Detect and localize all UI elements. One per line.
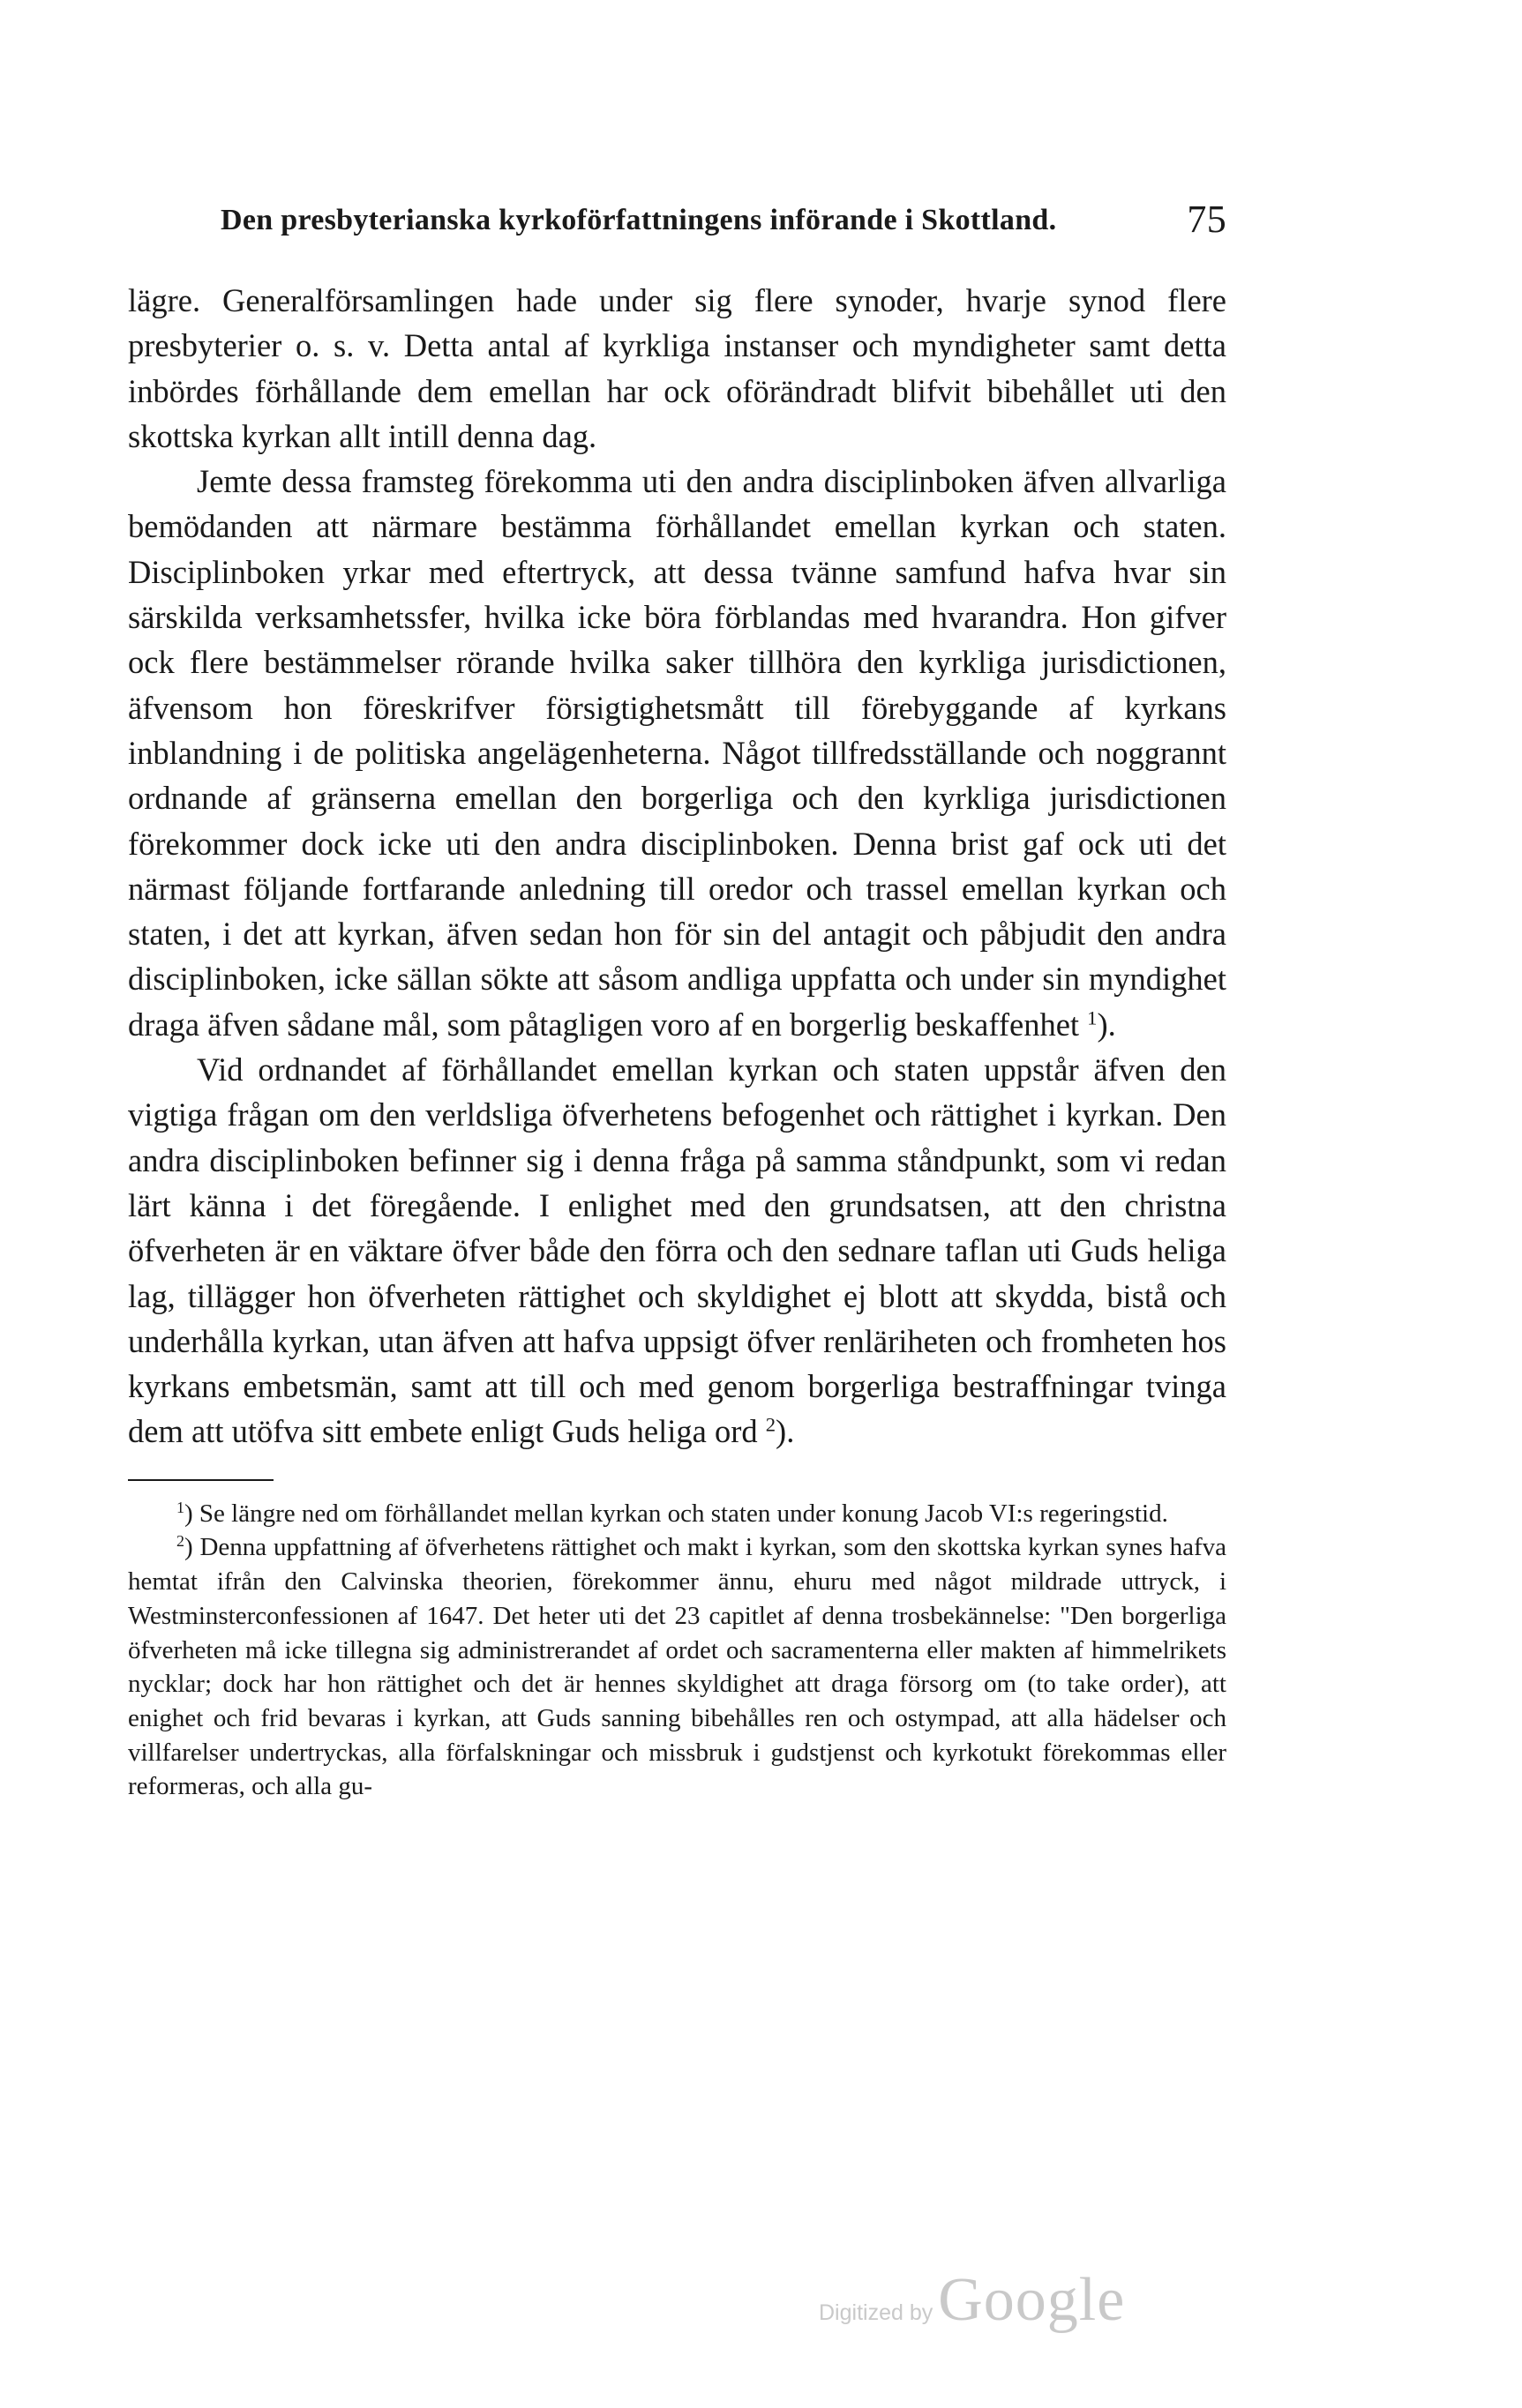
watermark-brand-logo: Google [938,2266,1126,2334]
footnote-2 [128,1530,1226,1804]
footnote-ref-1: 1 [1087,1006,1098,1029]
footnote-1-text: ) Se längre ned om förhållandet mellan kyrkan och staten under konung Jacob VI:s regeringstid. [184,1499,1168,1528]
footnote-divider [128,1479,274,1481]
paragraph-3-end: ). [776,1413,795,1450]
footnote-2-mark: 2 [176,1532,184,1551]
footnote-1 [128,1497,1226,1531]
running-title: Den presbyterianska kyrkoförfattningens införande i Skottland. [221,204,1057,236]
footnote-ref-2: 2 [765,1413,776,1436]
book-page [128,190,1226,1804]
paragraph-3-text: Vid ordnandet af förhållandet emellan kyrkan och staten uppstår äfven den vigtiga frågan om den verldsliga öfverhetens befogenhet och rättighet i kyrkan. Den andra disciplinboken befinner sig i denna fråga på samma ståndpunkt, som vi redan lärt känna i det föregående. I enlighet med den grundsatsen, att den christna öfverheten är en väktare öfver både den förra och den sednare taflan uti Guds heliga lag, tillägger hon öfverheten rättighet och skyldighet ej blott att skydda, bistå och underhålla kyrkan, utan äfven att hafva uppsigt öfver renläriheten och fromheten hos kyrkans embetsmän, samt att till och med genom borgerliga bestraffningar tvinga dem att utöfva sitt embete enligt Guds heliga ord [128,1051,1226,1450]
footnotes [128,1497,1226,1804]
watermark-digitized-label: Digitized by [819,2300,933,2325]
footnote-2-text: ) Denna uppfattning af öfverhetens rättighet och makt i kyrkan, som den skottska kyrkan synes hafva hemtat ifrån den Calvinska theorien, förekommer ännu, ehuru med något mildrade uttryck, i Westminsterconfessionen af 1647. Det heter uti det 23 capitlet af denna trosbekännelse: "Den borgerliga öfverheten må icke tillegna sig administrerandet af ordet och sacramenterna eller makten af himmelrikets nycklar; dock har hon rättighet och det är hennes skyldighet att draga försorg om (to take order), att enighet och frid bevaras i kyrkan, att Guds sanning bibehålles ren och ostympad, att alla hädelser och villfarelser undertryckas, alla förfalskningar och missbruk i gudstjenst och kyrkotukt förekommas eller reformeras, och alla gu- [128,1533,1226,1801]
paragraph-2-text: Jemte dessa framsteg förekomma uti den andra disciplinboken äfven allvarliga bemödanden att närmare bestämma förhållandet emellan kyrkan och staten. Disciplinboken yrkar med eftertryck, att dessa tvänne samfund hafva hvar sin särskilda verksamhetssfer, hvilka icke böra förblandas med hvarandra. Hon gifver ock flere bestämmelser rörande hvilka saker tillhöra den kyrkliga jurisdictionen, äfvensom hon föreskrifver försigtighetsmått till förebyggande af kyrkans inblandning i de politiska angelägenheterna. Något tillfredsställande och noggrannt ordnande af gränserna emellan den borgerliga och den kyrkliga jurisdictionen förekommer dock icke uti den andra disciplinboken. Denna brist gaf ock uti det närmast följande fortfarande anledning till oredor och trassel emellan kyrkan och staten, i det att kyrkan, äfven sedan hon för sin del antagit och påbjudit den andra disciplinboken, icke sällan sökte att såsom andliga uppfatta och under sin myndighet draga äfven sådane mål, som påtagligen voro af en borgerlig beskaffenhet [128,463,1226,1043]
paragraph-1: lägre. Generalförsamlingen hade under sig flere synoder, hvarje synod flere presbyterier o. s. v. Detta antal af kyrkliga instanser och myndigheter samt detta inbördes förhållande dem emellan har ock oförändradt blifvit bibehållet uti den skottska kyrkan allt intill denna dag. [128,282,1226,454]
body-text [128,278,1226,1455]
footnote-1-mark: 1 [176,1498,184,1516]
paragraph-2-end: ). [1097,1006,1116,1043]
digitized-watermark [819,2265,1125,2336]
paragraph-2 [128,459,1226,1047]
paragraph-3 [128,1047,1226,1455]
page-number: 75 [1187,198,1226,241]
running-head [128,190,1226,243]
